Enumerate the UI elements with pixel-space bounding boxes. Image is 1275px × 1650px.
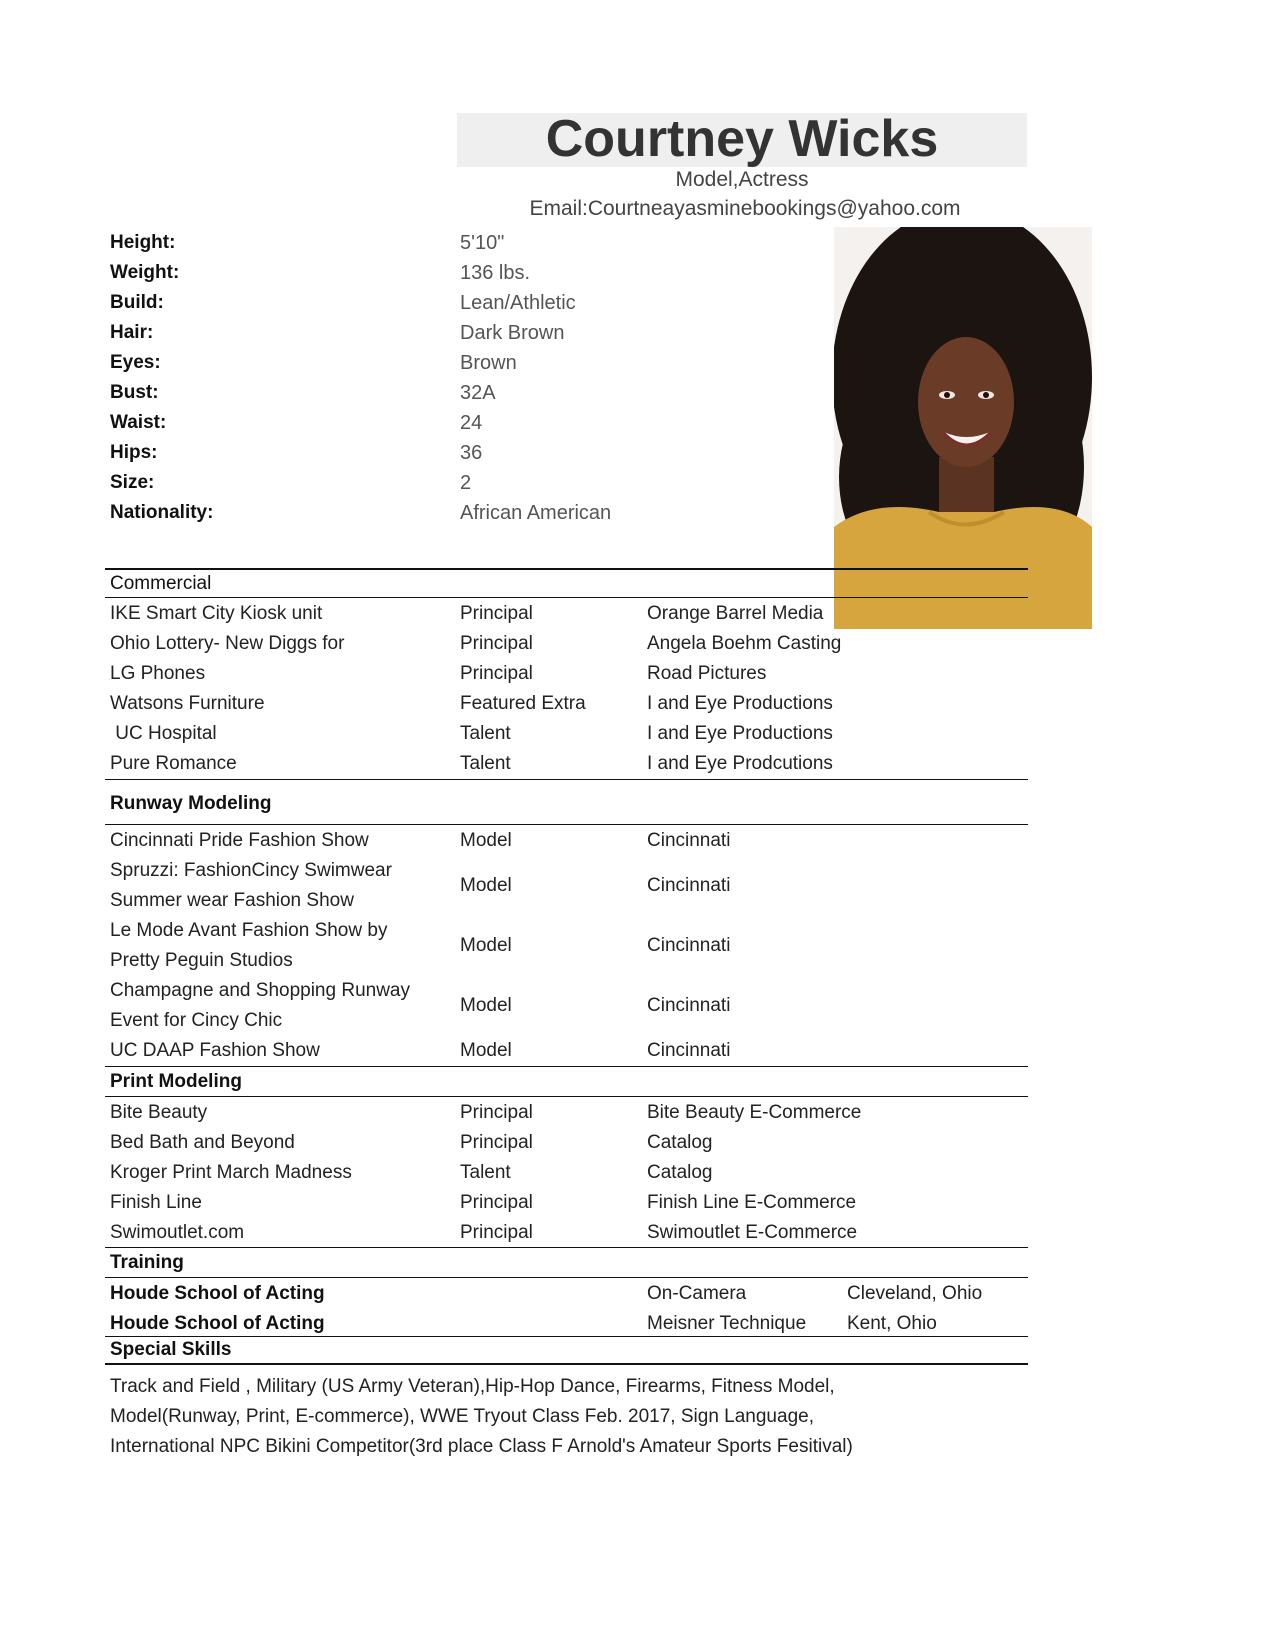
skills-line: Track and Field , Military (US Army Veteran),Hip-Hop Dance, Firearms, Fitness Model, bbox=[110, 1376, 835, 1397]
table-cell: Champagne and Shopping Runway bbox=[110, 980, 410, 1001]
table-cell: Principal bbox=[460, 663, 533, 684]
table-cell: Principal bbox=[460, 633, 533, 654]
table-cell: Bed Bath and Beyond bbox=[110, 1132, 295, 1153]
table-cell: Catalog bbox=[647, 1162, 713, 1183]
table-cell: I and Eye Productions bbox=[647, 723, 833, 744]
stat-label: Height: bbox=[110, 232, 176, 253]
table-cell: LG Phones bbox=[110, 663, 206, 684]
table-cell: Bite Beauty E-Commerce bbox=[647, 1102, 862, 1123]
table-cell: Cleveland, Ohio bbox=[847, 1283, 983, 1304]
stat-label: Weight: bbox=[110, 262, 180, 283]
table-cell: Cincinnati Pride Fashion Show bbox=[110, 830, 369, 851]
section-divider bbox=[105, 1277, 1028, 1278]
stat-value: 36 bbox=[460, 442, 483, 464]
section-divider bbox=[105, 568, 1028, 570]
table-cell: Ohio Lottery- New Diggs for bbox=[110, 633, 345, 654]
stat-row-nationality bbox=[110, 498, 810, 528]
table-cell: Houde School of Acting bbox=[110, 1313, 325, 1334]
table-cell: Meisner Technique bbox=[647, 1313, 807, 1334]
table-cell: Talent bbox=[460, 1162, 511, 1183]
section-title-runway: Runway Modeling bbox=[110, 793, 272, 814]
table-cell: I and Eye Productions bbox=[647, 693, 833, 714]
section-divider bbox=[105, 597, 1028, 598]
table-cell: Featured Extra bbox=[460, 693, 586, 714]
skills-line: Model(Runway, Print, E-commerce), WWE Tryout Class Feb. 2017, Sign Language, bbox=[110, 1406, 814, 1427]
table-cell: Model bbox=[460, 1040, 512, 1061]
table-cell: Talent bbox=[460, 723, 511, 744]
stat-row-waist bbox=[110, 408, 810, 438]
table-cell: Talent bbox=[460, 753, 511, 774]
table-cell: Principal bbox=[460, 1222, 533, 1243]
table-cell: Finish Line bbox=[110, 1192, 202, 1213]
section-divider bbox=[105, 1096, 1028, 1097]
contact-email: Email:Courtneayasminebookings@yahoo.com bbox=[529, 197, 961, 220]
stat-label: Bust: bbox=[110, 382, 159, 403]
table-cell: Cincinnati bbox=[647, 935, 731, 956]
table-cell: Bite Beauty bbox=[110, 1102, 208, 1123]
section-title-print: Print Modeling bbox=[110, 1071, 242, 1092]
stat-row-eyes bbox=[110, 348, 810, 378]
table-cell: Principal bbox=[460, 603, 533, 624]
table-cell: Road Pictures bbox=[647, 663, 767, 684]
table-cell: Principal bbox=[460, 1132, 533, 1153]
stat-value: Brown bbox=[460, 352, 517, 374]
table-cell: UC DAAP Fashion Show bbox=[110, 1040, 320, 1061]
table-cell: Kent, Ohio bbox=[847, 1313, 937, 1334]
table-cell: Cincinnati bbox=[647, 995, 731, 1016]
section-divider bbox=[105, 1336, 1028, 1337]
resume-subtitle: Model,Actress bbox=[675, 168, 809, 191]
stat-value: 24 bbox=[460, 412, 483, 434]
stat-value: 2 bbox=[460, 472, 472, 494]
section-divider bbox=[105, 824, 1028, 825]
stats-table bbox=[110, 228, 810, 528]
stat-row-bust bbox=[110, 378, 810, 408]
table-cell: Model bbox=[460, 995, 512, 1016]
stat-value: 136 lbs. bbox=[460, 262, 531, 284]
table-cell: Angela Boehm Casting bbox=[647, 633, 842, 654]
table-cell: Event for Cincy Chic bbox=[110, 1010, 283, 1031]
table-cell: I and Eye Prodcutions bbox=[647, 753, 833, 774]
table-cell: Summer wear Fashion Show bbox=[110, 890, 354, 911]
table-cell: Cincinnati bbox=[647, 1040, 731, 1061]
table-cell: Catalog bbox=[647, 1132, 713, 1153]
table-cell: Pretty Peguin Studios bbox=[110, 950, 293, 971]
table-cell: Model bbox=[460, 935, 512, 956]
stat-row-hips bbox=[110, 438, 810, 468]
table-cell: Principal bbox=[460, 1102, 533, 1123]
table-cell: Kroger Print March Madness bbox=[110, 1162, 352, 1183]
section-title-training: Training bbox=[110, 1252, 184, 1273]
stat-label: Nationality: bbox=[110, 502, 214, 523]
table-cell: Spruzzi: FashionCincy Swimwear bbox=[110, 860, 392, 881]
stat-row-size bbox=[110, 468, 810, 498]
table-cell: Cincinnati bbox=[647, 875, 731, 896]
section-divider bbox=[105, 1247, 1028, 1248]
stat-label: Eyes: bbox=[110, 352, 161, 373]
table-cell: Pure Romance bbox=[110, 753, 237, 774]
table-cell: UC Hospital bbox=[110, 723, 217, 744]
table-cell: Watsons Furniture bbox=[110, 693, 265, 714]
resume-name: Courtney Wicks bbox=[545, 110, 939, 168]
table-cell: Model bbox=[460, 830, 512, 851]
table-cell: On-Camera bbox=[647, 1283, 747, 1304]
section-title-skills: Special Skills bbox=[110, 1339, 232, 1360]
stat-row-hair bbox=[110, 318, 810, 348]
section-title-commercial: Commercial bbox=[110, 573, 212, 594]
table-cell: Model bbox=[460, 875, 512, 896]
section-divider bbox=[105, 779, 1028, 780]
stat-value: African American bbox=[460, 502, 612, 524]
table-cell: Swimoutlet.com bbox=[110, 1222, 245, 1243]
stat-value: 32A bbox=[460, 382, 496, 404]
stat-row-build bbox=[110, 288, 810, 318]
table-cell: Orange Barrel Media bbox=[647, 603, 824, 624]
stat-value: Lean/Athletic bbox=[460, 292, 576, 314]
table-cell: Cincinnati bbox=[647, 830, 731, 851]
section-divider bbox=[105, 1066, 1028, 1067]
stat-label: Hair: bbox=[110, 322, 154, 343]
stat-row-height bbox=[110, 228, 810, 258]
table-cell: Finish Line E-Commerce bbox=[647, 1192, 857, 1213]
stat-value: Dark Brown bbox=[460, 322, 565, 344]
stat-label: Hips: bbox=[110, 442, 158, 463]
section-divider bbox=[105, 1363, 1028, 1365]
table-cell: Le Mode Avant Fashion Show by bbox=[110, 920, 388, 941]
skills-paragraph bbox=[110, 1372, 970, 1462]
stat-label: Build: bbox=[110, 292, 164, 313]
stat-label: Size: bbox=[110, 472, 155, 493]
stat-row-weight bbox=[110, 258, 810, 288]
table-cell: Swimoutlet E-Commerce bbox=[647, 1222, 858, 1243]
table-cell: IKE Smart City Kiosk unit bbox=[110, 603, 323, 624]
skills-line: International NPC Bikini Competitor(3rd place Class F Arnold's Amateur Sports Fesitival) bbox=[110, 1436, 853, 1457]
stat-value: 5'10" bbox=[460, 232, 505, 254]
table-cell: Houde School of Acting bbox=[110, 1283, 325, 1304]
stat-label: Waist: bbox=[110, 412, 167, 433]
table-cell: Principal bbox=[460, 1192, 533, 1213]
